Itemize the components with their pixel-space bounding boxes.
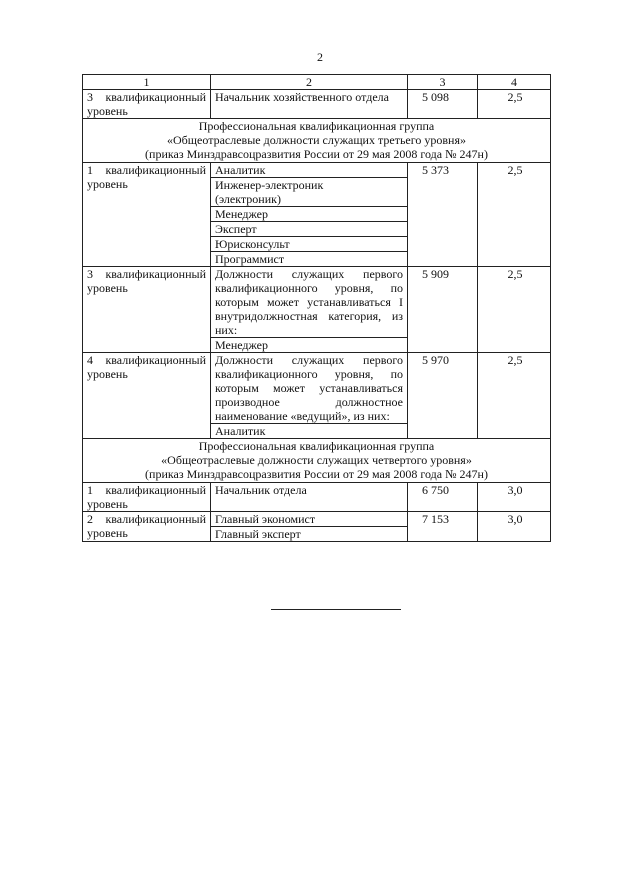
position-item: Менеджер bbox=[215, 338, 268, 352]
positions-cell bbox=[211, 163, 408, 267]
group-heading-line: (приказ Минздравсоцразвития России от 29 мая 2008 года № 247н) bbox=[145, 147, 488, 161]
group-heading-line: (приказ Минздравсоцразвития России от 29 мая 2008 года № 247н) bbox=[145, 467, 488, 481]
level-tail: уровень bbox=[87, 281, 128, 295]
table-header-row bbox=[83, 75, 551, 90]
position-item: Инженер-электроник (электроник) bbox=[211, 178, 407, 207]
group-heading bbox=[83, 119, 551, 163]
positions-cell bbox=[211, 90, 408, 119]
positions-cell bbox=[211, 353, 408, 439]
column-header: 1 bbox=[83, 75, 211, 90]
position-item: Аналитик bbox=[215, 424, 266, 438]
position-item: Должности служащих первого квалификационного уровня, по которым может устанавливаться производное должностное наименование «ведущий», из них: bbox=[211, 353, 407, 424]
coefficient-cell: 2,5 bbox=[478, 163, 551, 267]
level-tail: уровень bbox=[87, 104, 128, 118]
page-number: 2 bbox=[317, 50, 323, 64]
position-item: Начальник хозяйственного отдела bbox=[215, 90, 389, 104]
table-row bbox=[83, 512, 551, 542]
column-header: 4 bbox=[478, 75, 551, 90]
salary-cell: 5 970 bbox=[408, 353, 478, 439]
level-number: 3 bbox=[87, 90, 93, 104]
coefficient-cell: 3,0 bbox=[478, 512, 551, 542]
level-number: 4 bbox=[87, 353, 93, 367]
coefficient-cell: 2,5 bbox=[478, 90, 551, 119]
positions-cell bbox=[211, 512, 408, 542]
level-tail: уровень bbox=[87, 367, 128, 381]
level-word: квалификационный bbox=[105, 163, 206, 177]
coefficient-cell: 2,5 bbox=[478, 353, 551, 439]
level-number: 1 bbox=[87, 483, 93, 497]
salary-cell: 5 373 bbox=[408, 163, 478, 267]
position-item: Главный экономист bbox=[211, 512, 407, 527]
group-heading-line: Профессиональная квалификационная группа bbox=[198, 119, 435, 133]
table-row bbox=[83, 90, 551, 119]
position-item: Эксперт bbox=[211, 222, 407, 237]
qualification-level bbox=[83, 353, 211, 439]
level-number: 2 bbox=[87, 512, 93, 526]
group-heading bbox=[83, 439, 551, 483]
qualification-level bbox=[83, 163, 211, 267]
group-heading-line: «Общеотраслевые должности служащих третьего уровня» bbox=[167, 133, 466, 147]
level-tail: уровень bbox=[87, 177, 128, 191]
level-word: квалификационный bbox=[105, 353, 206, 367]
level-word: квалификационный bbox=[105, 483, 206, 497]
level-number: 1 bbox=[87, 163, 93, 177]
level-tail: уровень bbox=[87, 497, 128, 511]
coefficient-cell: 2,5 bbox=[478, 267, 551, 353]
level-word: квалификационный bbox=[105, 90, 206, 104]
group-heading-line: «Общеотраслевые должности служащих четвертого уровня» bbox=[161, 453, 472, 467]
position-item: Юрисконсульт bbox=[211, 237, 407, 252]
level-word: квалификационный bbox=[105, 512, 206, 526]
salary-table bbox=[82, 74, 551, 542]
salary-cell: 5 909 bbox=[408, 267, 478, 353]
position-item: Начальник отдела bbox=[215, 483, 307, 497]
qualification-level bbox=[83, 267, 211, 353]
salary-cell: 6 750 bbox=[408, 483, 478, 512]
table-row bbox=[83, 483, 551, 512]
salary-cell: 7 153 bbox=[408, 512, 478, 542]
position-item: Менеджер bbox=[211, 207, 407, 222]
qualification-level bbox=[83, 90, 211, 119]
table-row bbox=[83, 353, 551, 439]
level-number: 3 bbox=[87, 267, 93, 281]
salary-cell: 5 098 bbox=[408, 90, 478, 119]
qualification-level bbox=[83, 512, 211, 542]
closing-rule bbox=[271, 609, 401, 610]
coefficient-cell: 3,0 bbox=[478, 483, 551, 512]
position-item: Главный эксперт bbox=[215, 527, 301, 541]
table-row bbox=[83, 163, 551, 267]
level-tail: уровень bbox=[87, 526, 128, 540]
positions-cell bbox=[211, 267, 408, 353]
group-row bbox=[83, 439, 551, 483]
position-item: Программист bbox=[215, 252, 285, 266]
level-word: квалификационный bbox=[105, 267, 206, 281]
group-row bbox=[83, 119, 551, 163]
column-header: 2 bbox=[211, 75, 408, 90]
table-row bbox=[83, 267, 551, 353]
position-item: Должности служащих первого квалификационного уровня, по которым может устанавливаться I внутридолжностная категория, из них: bbox=[211, 267, 407, 338]
positions-cell bbox=[211, 483, 408, 512]
column-header: 3 bbox=[408, 75, 478, 90]
group-heading-line: Профессиональная квалификационная группа bbox=[198, 439, 435, 453]
qualification-level bbox=[83, 483, 211, 512]
position-item: Аналитик bbox=[211, 163, 407, 178]
